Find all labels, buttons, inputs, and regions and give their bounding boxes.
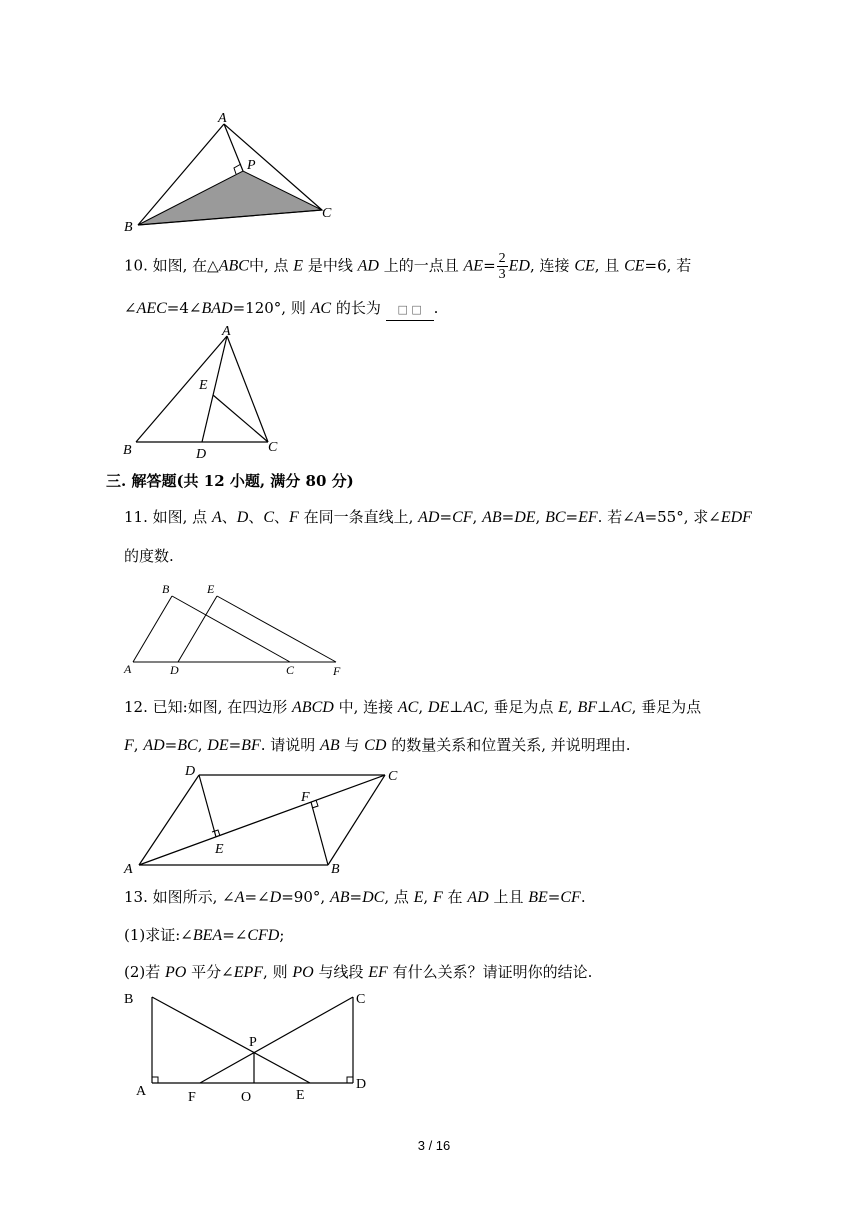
figure-q11 <box>118 580 358 680</box>
figure-q9 <box>110 108 350 238</box>
q13-part1: (1)求证:∠BEA=∠CFD; <box>124 926 285 944</box>
label-a: A <box>222 324 231 339</box>
label-c: C <box>356 992 366 1007</box>
label-e: E <box>199 378 208 393</box>
label-a: A <box>124 862 133 877</box>
label-b: B <box>123 443 132 458</box>
q12-line1: 12. 已知:如图, 在四边形 ABCD 中, 连接 AC, DE⊥AC, 垂足为点 E, BF⊥AC, 垂足为点 <box>124 698 702 716</box>
label-e: E <box>215 842 224 857</box>
label-e: E <box>296 1088 305 1103</box>
section-header-3: 三. 解答题(共 12 小题, 满分 80 分) <box>106 472 354 490</box>
page-number: 3 / 16 <box>417 1138 451 1153</box>
label-b: B <box>331 862 340 877</box>
label-d: D <box>170 663 179 677</box>
figure-q10 <box>110 318 310 463</box>
label-f: F <box>333 664 341 678</box>
q12-line2: F, AD=BC, DE=BF. 请说明 AB 与 CD 的数量关系和位置关系, 并说明理由. <box>124 736 631 754</box>
label-b: B <box>162 582 170 596</box>
label-p: P <box>247 158 256 173</box>
label-p: P <box>249 1035 257 1050</box>
label-b: B <box>124 992 134 1007</box>
figure-q12 <box>115 760 415 880</box>
label-o: O <box>241 1090 252 1105</box>
label-a: A <box>124 662 132 676</box>
label-c: C <box>268 440 278 455</box>
label-f: F <box>301 790 310 805</box>
q11-line1: 11. 如图, 点 A、D、C、F 在同一条直线上, AD=CF, AB=DE, BC=EF. 若∠A=55°, 求∠EDF <box>124 508 752 526</box>
label-c: C <box>388 769 398 784</box>
label-f: F <box>188 1090 196 1105</box>
q10-line1: 10. 如图, 在△ABC中, 点 E 是中线 AD 上的一点且 AE= $\frac{2}{3}$ ED, 连接 CE, 且 CE=6, 若 <box>124 251 692 282</box>
label-c: C <box>286 663 295 677</box>
fraction-two-thirds: $\frac{2}{3}$ <box>498 251 506 282</box>
figure-q13 <box>118 985 388 1110</box>
label-a: A <box>218 111 227 126</box>
label-c: C <box>322 206 332 221</box>
label-d: D <box>185 764 196 779</box>
label-d: D <box>356 1077 367 1092</box>
answer-blank[interactable]: □ □ <box>386 300 434 321</box>
label-a: A <box>136 1084 147 1099</box>
label-d: D <box>196 447 207 462</box>
q13-line1: 13. 如图所示, ∠A=∠D=90°, AB=DC, 点 E, F 在 AD 上且 BE=CF. <box>124 888 586 906</box>
q11-line2: 的度数. <box>124 547 174 565</box>
q10-line2: ∠AEC=4∠BAD=120°, 则 AC 的长为 □ □ . <box>124 298 438 321</box>
label-e: E <box>207 582 215 596</box>
label-b: B <box>124 220 133 235</box>
q13-part2: (2)若 PO 平分∠EPF, 则 PO 与线段 EF 有什么关系？请证明你的结论. <box>124 963 593 981</box>
